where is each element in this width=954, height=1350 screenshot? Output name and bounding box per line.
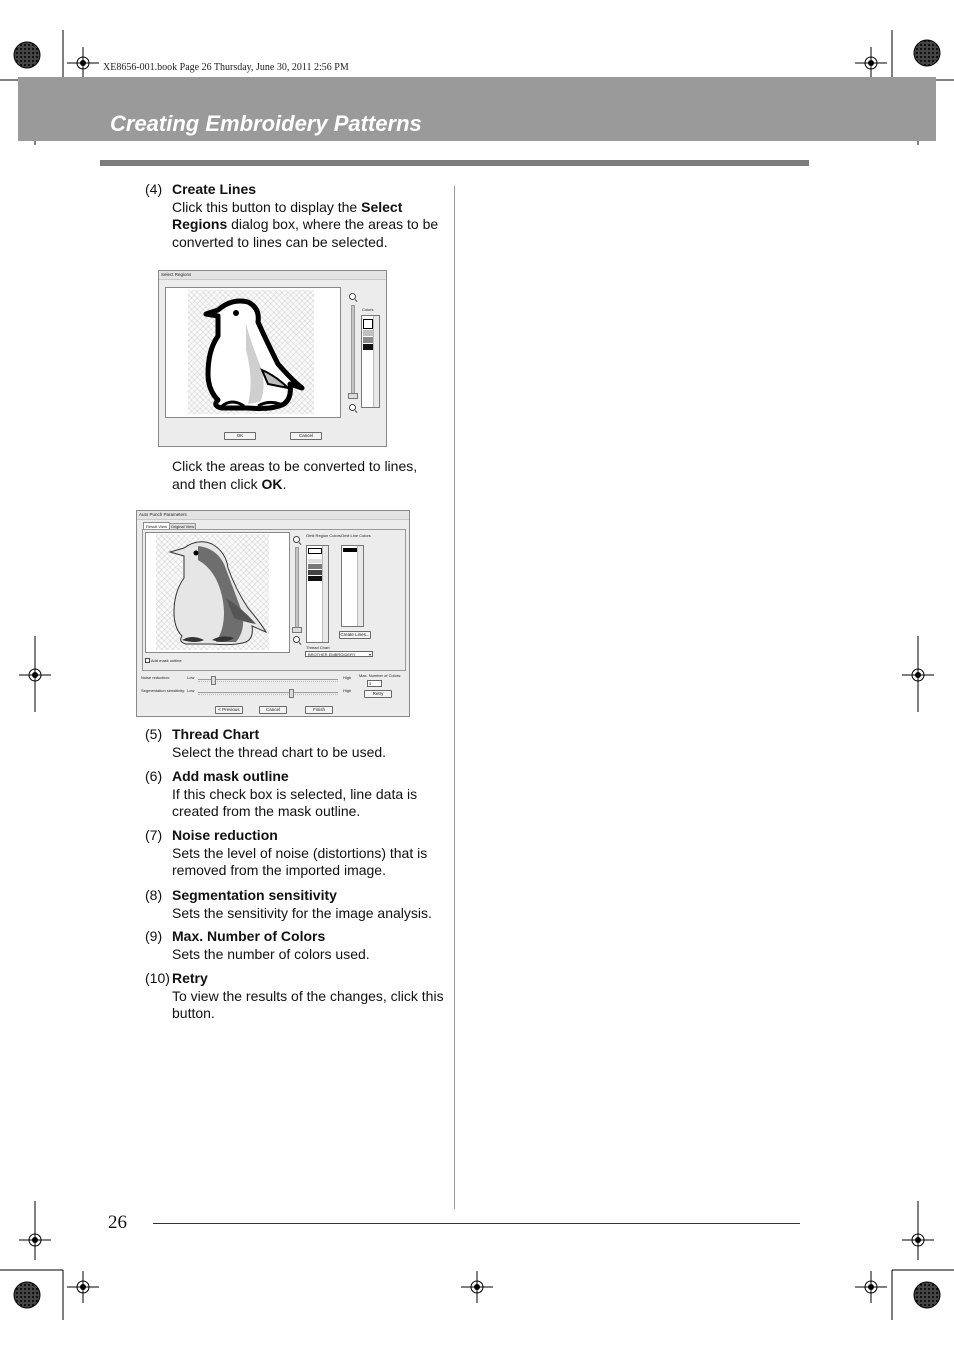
item-title: Create Lines — [172, 181, 257, 197]
instruction-bold: OK — [261, 475, 283, 492]
dialog-title-bar — [137, 511, 409, 520]
tab-original-view[interactable]: Original View — [170, 524, 195, 529]
thread-chart-value: BROTHER EMBROIDERY — [308, 652, 356, 657]
item-title: Noise reduction — [172, 827, 278, 843]
colors-list[interactable] — [361, 315, 380, 408]
color-swatch[interactable] — [308, 559, 322, 563]
zoom-out-icon[interactable] — [349, 404, 356, 411]
color-swatch[interactable] — [308, 576, 322, 581]
noise-high-label: High — [343, 675, 352, 680]
noise-low-label: Low — [187, 675, 195, 680]
item-desc: Sets the sensitivity for the image analysis. — [172, 904, 432, 921]
item-number: (7) — [145, 827, 163, 843]
color-swatch[interactable] — [343, 548, 357, 552]
section-title: Creating Embroidery Patterns — [110, 111, 422, 136]
ok-button[interactable]: OK — [224, 432, 256, 440]
color-swatch[interactable] — [363, 344, 373, 350]
item-title: Add mask outline — [172, 768, 289, 784]
auto-punch-dialog — [136, 510, 410, 717]
add-mask-outline-checkbox[interactable] — [145, 658, 182, 663]
item-title: Max. Number of Colors — [172, 928, 326, 944]
list-item-noise-reduction — [145, 827, 445, 880]
penguin-result-image — [156, 534, 269, 650]
zoom-out-icon[interactable] — [293, 636, 300, 643]
item-number: (4) — [145, 181, 163, 197]
list-item-create-lines — [145, 181, 445, 251]
chevron-down-icon: ▾ — [368, 652, 371, 657]
item-title: Segmentation sensitivity — [172, 887, 337, 903]
dialog-title: Select Regions — [161, 272, 192, 277]
thread-chart-select[interactable] — [305, 651, 373, 657]
zoom-slider-thumb[interactable] — [292, 627, 302, 633]
zoom-slider-track[interactable] — [295, 547, 299, 629]
noise-reduction-slider[interactable] — [198, 679, 338, 680]
color-swatch[interactable] — [308, 564, 322, 569]
tab-result-view[interactable]: Result View — [143, 522, 170, 530]
penguin-canvas — [156, 534, 269, 650]
segmentation-high-label: High — [343, 688, 352, 693]
zoom-slider-thumb[interactable] — [348, 393, 358, 399]
item-desc: To view the results of the changes, click this button. — [172, 987, 444, 1021]
max-colors-stepper[interactable] — [367, 680, 382, 687]
list-item-max-colors — [145, 928, 445, 963]
segmentation-thumb[interactable] — [289, 689, 294, 698]
item-desc: Sets the number of colors used. — [172, 945, 370, 962]
list-item-retry — [145, 970, 445, 1023]
instruction-pre: Click the areas to be converted to lines, and then click — [172, 458, 418, 492]
item-number: (8) — [145, 887, 163, 903]
select-regions-dialog — [158, 270, 387, 447]
add-mask-outline-label: Add mask outline — [150, 658, 182, 663]
segmentation-low-label: Low — [187, 688, 195, 693]
instruction-post: . — [282, 475, 287, 492]
zoom-slider-track[interactable] — [351, 305, 355, 397]
previous-button[interactable]: < Previous — [215, 706, 243, 714]
region-colors-scrollbar[interactable] — [322, 546, 328, 642]
line-colors-scrollbar[interactable] — [357, 546, 363, 626]
instruction-text — [172, 458, 442, 493]
zoom-in-icon[interactable] — [349, 293, 356, 300]
bottom-rule — [153, 1223, 800, 1224]
thread-chart-label: Thread Chart — [306, 645, 330, 650]
colors-label: Colors — [362, 307, 374, 312]
create-lines-button[interactable]: Create Lines... — [340, 632, 370, 637]
item-number: (6) — [145, 768, 163, 784]
item-number: (10) — [145, 970, 170, 986]
noise-reduction-label: Noise reduction: — [141, 675, 170, 680]
color-swatch[interactable] — [308, 570, 322, 575]
result-preview — [145, 532, 290, 653]
omit-line-colors-list[interactable] — [341, 545, 364, 627]
cancel-button[interactable]: Cancel — [259, 706, 287, 714]
dialog-title-bar — [159, 271, 386, 280]
list-item-thread-chart — [145, 726, 445, 761]
max-colors-label: Max. Number of Colors: — [359, 673, 402, 678]
item-desc: Sets the level of noise (distortions) that is removed from the imported image. — [172, 844, 428, 878]
book-info: XE8656-001.book Page 26 Thursday, June 30, 2011 2:56 PM — [103, 62, 349, 73]
page-number: 26 — [108, 1212, 127, 1233]
item-title: Thread Chart — [172, 726, 260, 742]
item-desc: Select the thread chart to be used. — [172, 743, 387, 760]
preview-area — [165, 287, 341, 418]
item-desc-bold: Select Regions — [172, 198, 403, 232]
omit-line-colors-label: Omit Line Colors — [341, 533, 371, 538]
list-item-segmentation — [145, 887, 445, 922]
retry-button[interactable]: Retry — [364, 690, 392, 698]
item-title: Retry — [172, 970, 208, 986]
omit-region-colors-label: Omit Region Colors — [306, 533, 341, 538]
noise-reduction-thumb[interactable] — [211, 676, 216, 685]
top-rule — [100, 160, 809, 166]
item-desc-post: dialog box, where the areas to be converted to lines can be selected. — [172, 216, 439, 250]
penguin-outline-image — [188, 290, 314, 414]
color-swatch[interactable] — [308, 548, 322, 554]
cancel-button[interactable]: Cancel — [290, 432, 322, 440]
color-swatch[interactable] — [363, 319, 373, 329]
zoom-in-icon[interactable] — [293, 536, 300, 543]
color-swatch[interactable] — [363, 337, 373, 343]
finish-button[interactable]: Finish — [305, 706, 333, 714]
item-number: (5) — [145, 726, 163, 742]
max-colors-value: 5 — [369, 681, 372, 686]
item-desc-pre: Click this button to display the — [172, 198, 362, 215]
segmentation-slider[interactable] — [198, 692, 338, 693]
color-swatch[interactable] — [363, 330, 373, 336]
colors-scrollbar[interactable] — [373, 316, 379, 407]
segmentation-label: Segmentation sensitivity: — [141, 688, 186, 693]
column-divider — [454, 186, 455, 1209]
penguin-canvas — [188, 290, 314, 414]
dialog-title: Auto Punch Parameters — [139, 512, 187, 517]
item-number: (9) — [145, 928, 163, 944]
omit-region-colors-list[interactable] — [306, 545, 329, 643]
list-item-add-mask-outline — [145, 768, 445, 821]
item-desc: If this check box is selected, line data is created from the mask outline. — [172, 785, 418, 819]
